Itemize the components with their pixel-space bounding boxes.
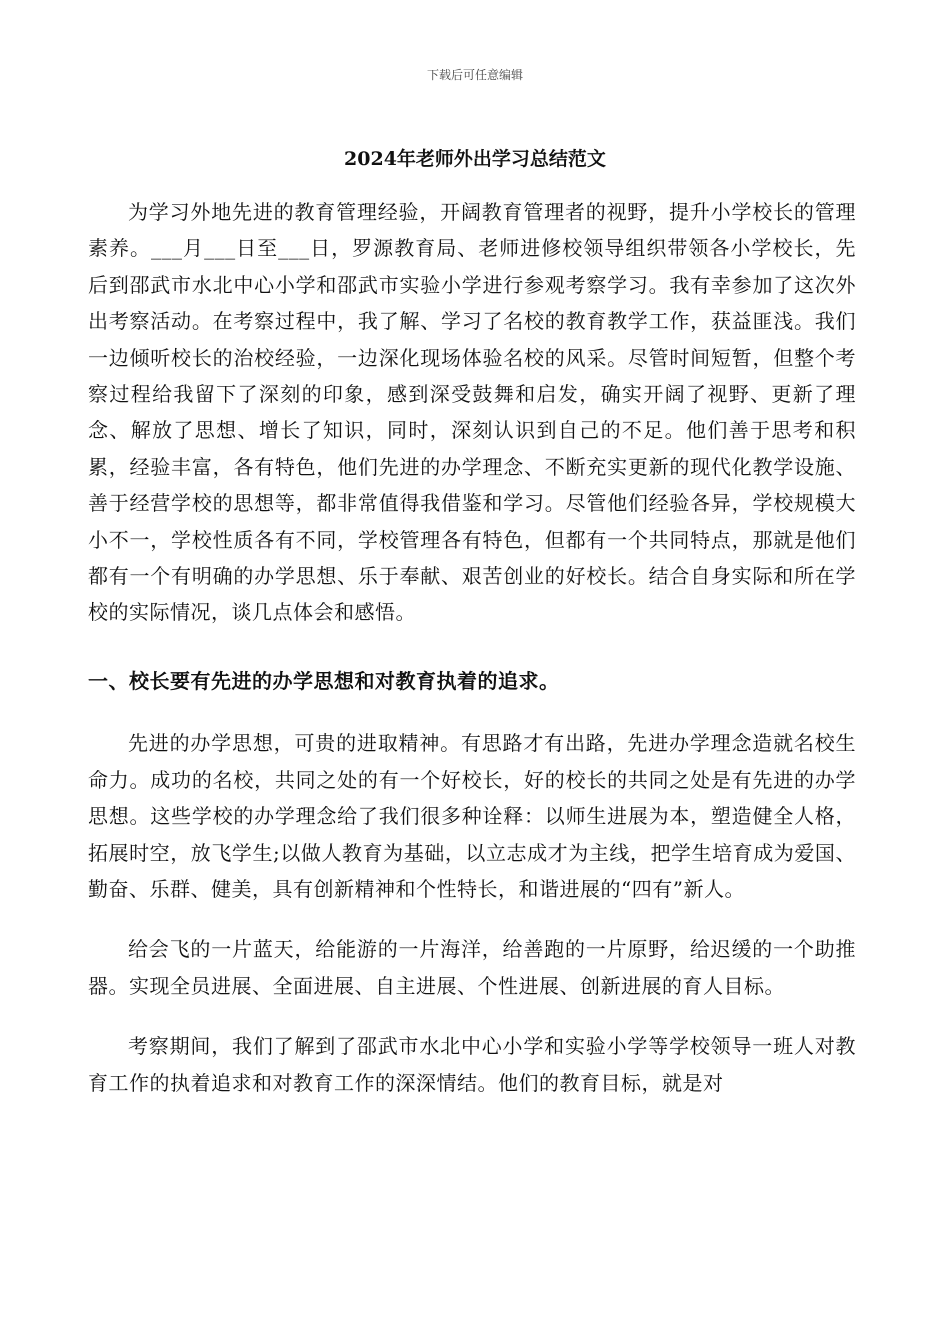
section-heading: 一、校长要有先进的办学思想和对教育执着的追求。 xyxy=(88,668,560,693)
paragraph-gap xyxy=(88,907,856,931)
paragraph-gap xyxy=(88,1004,856,1028)
page-title: 2024年老师外出学习总结范文 xyxy=(344,148,606,170)
paragraph-gap xyxy=(88,631,856,663)
body-paragraph: 给会飞的一片蓝天，给能游的一片海洋，给善跑的一片原野，给迟缓的一个助推器。实现全员进展、全面进展、自主进展、个性进展、创新进展的育人目标。 xyxy=(88,937,856,998)
body-paragraph: 先进的办学思想，可贵的进取精神。有思路才有出路，先进办学理念造就名校生命力。成功的名校，共同之处的有一个好校长，好的校长的共同之处是有先进的办学思想。这些学校的办学理念给了我们很多种诠释：以师生进展为本，塑造健全人格，拓展时空，放飞学生;以做人教育为基础，以立志成才为主线，把学生培育成为爱国、勤奋、乐群、健美，具有创新精神和个性特长，和谐进展的“四有”新人。 xyxy=(88,731,856,901)
header-note: 下载后可任意编辑 xyxy=(426,68,523,82)
paragraph-gap xyxy=(88,699,856,725)
body-paragraph: 考察期间，我们了解到了邵武市水北中心小学和实验小学等学校领导一班人对教育工作的执着追求和对教育工作的深深情结。他们的教育目标，就是对 xyxy=(88,1034,856,1095)
intro-paragraph: 为学习外地先进的教育管理经验，开阔教育管理者的视野，提升小学校长的管理素养。___月___日至___日，罗源教育局、老师进修校领导组织带领各小学校长，先后到邵武市水北中心小学和邵武市实验小学进行参观考察学习。我有幸参加了这次外出考察活动。在考察过程中，我了解、学习了名校的教育教学工作，获益匪浅。我们一边倾听校长的治校经验，一边深化现场体验名校的风采。尽管时间短暂，但整个考察过程给我留下了深刻的印象，感到深受鼓舞和启发，确实开阔了视野、更新了理念、解放了思想、增长了知识，同时，深刻认识到自己的不足。他们善于思考和积累，经验丰富，各有特色，他们先进的办学理念、不断充实更新的现代化教学设施、善于经营学校的思想等，都非常值得我借鉴和学习。尽管他们经验各异，学校规模大小不一，学校性质各有不同，学校管理各有特色，但都有一个共同特点，那就是他们都有一个有明确的办学思想、乐于奉献、艰苦创业的好校长。结合自身实际和所在学校的实际情况，谈几点体会和感悟。 xyxy=(88,200,856,625)
document-body xyxy=(88,194,856,1101)
